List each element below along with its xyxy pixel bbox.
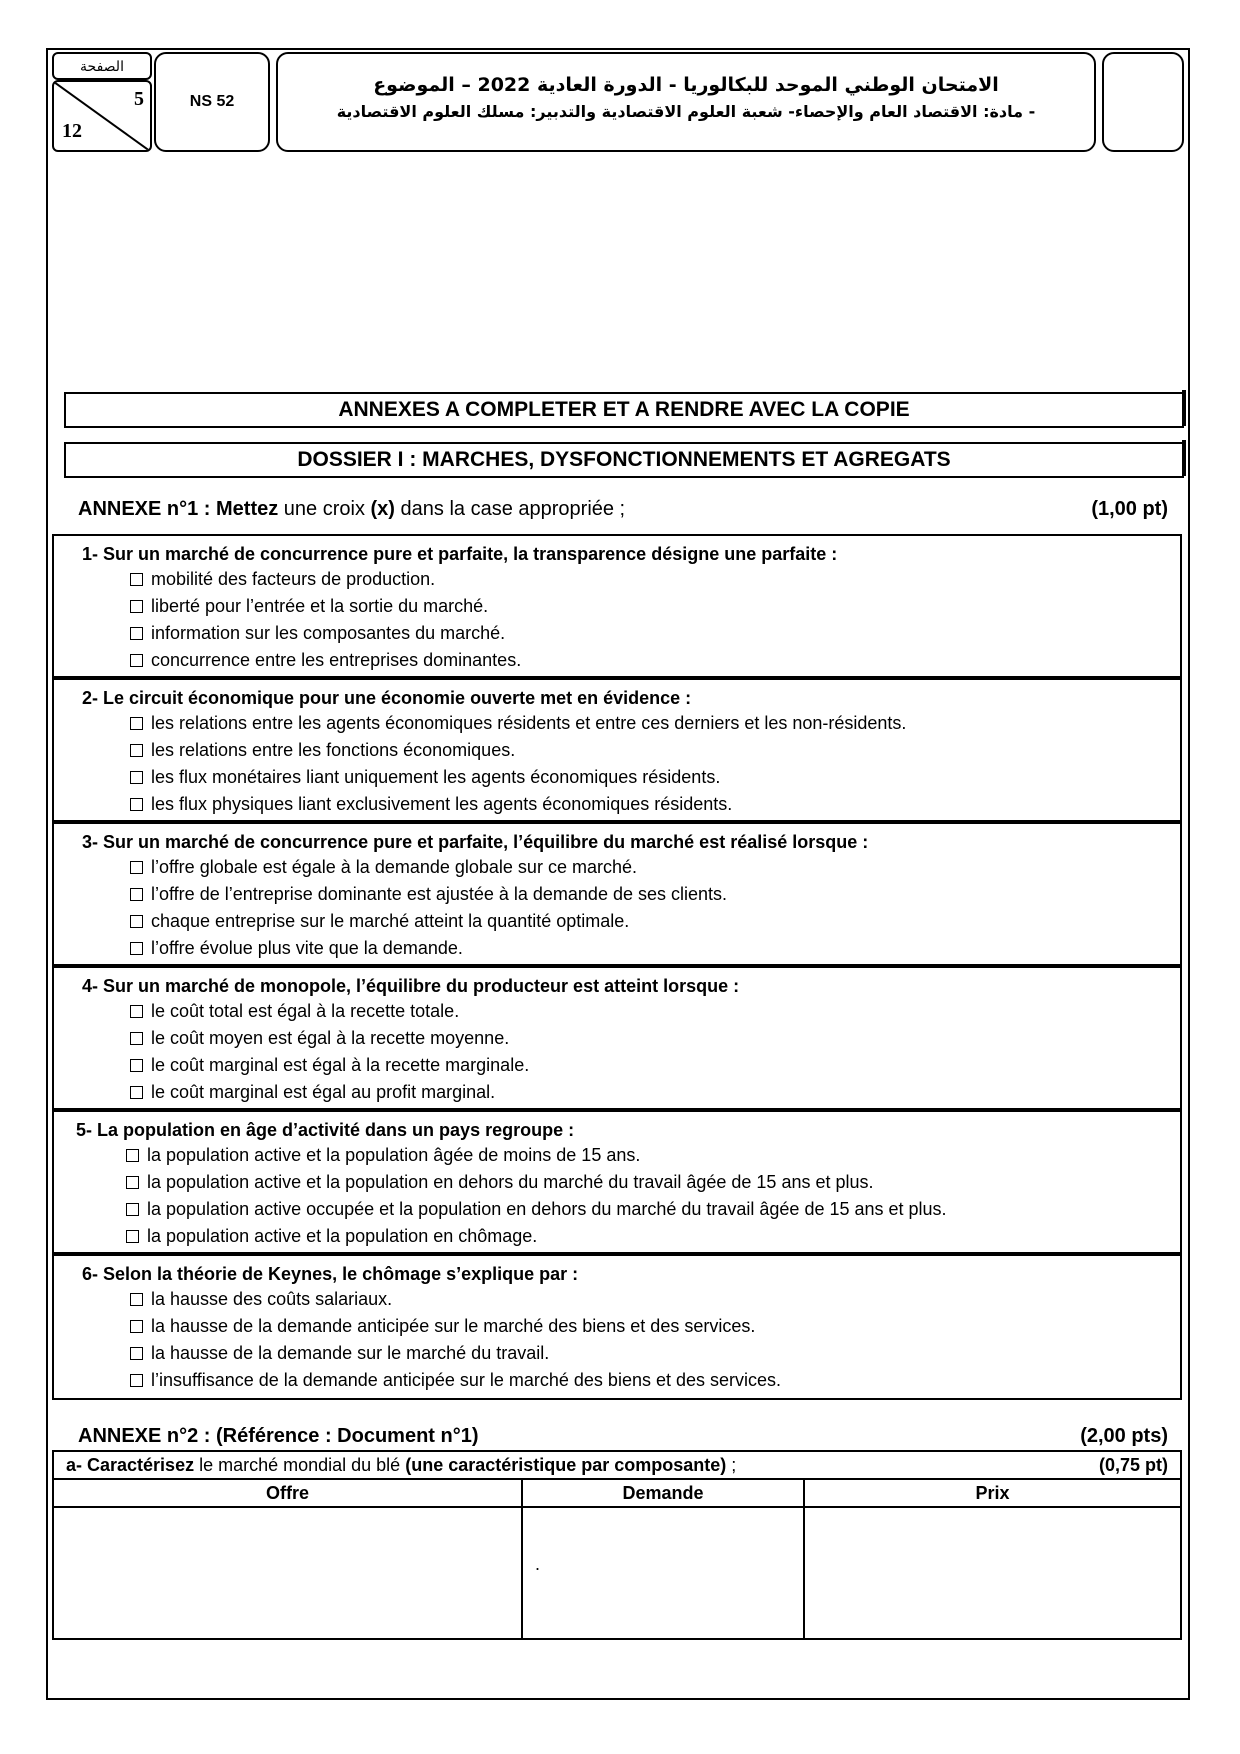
answer-checkbox[interactable] [130, 654, 143, 667]
answer-offre[interactable] [53, 1507, 522, 1639]
answer-option [130, 1370, 781, 1391]
question-box-5 [52, 1110, 1182, 1254]
answer-checkbox[interactable] [130, 717, 143, 730]
answer-checkbox[interactable] [126, 1230, 139, 1243]
page-total: 12 [62, 120, 82, 142]
answer-option [130, 623, 505, 644]
answer-option [130, 596, 488, 617]
option-text: les flux physiques liant exclusivement les agents économiques résidents. [151, 794, 733, 814]
option-text: concurrence entre les entreprises dominantes. [151, 650, 522, 670]
answer-option [130, 713, 906, 734]
option-text: chaque entreprise sur le marché atteint la quantité optimale. [151, 911, 630, 931]
option-text: mobilité des facteurs de production. [151, 569, 436, 589]
answer-option [130, 938, 463, 959]
answer-option [130, 569, 435, 590]
dossier-banner: DOSSIER I : MARCHES, DYSFONCTIONNEMENTS ET AGREGATS [64, 442, 1184, 478]
annexes-banner: ANNEXES A COMPLETER ET A RENDRE AVEC LA COPIE [64, 392, 1184, 428]
answer-checkbox[interactable] [130, 888, 143, 901]
answer-checkbox[interactable] [130, 1320, 143, 1333]
annex2-label: ANNEXE n°2 : (Référence : Document n°1) [78, 1425, 479, 1447]
answer-option [130, 1289, 392, 1310]
option-text: la population active et la population en dehors du marché du travail âgée de 15 ans et plus. [147, 1172, 874, 1192]
option-text: information sur les composantes du marché. [151, 623, 506, 643]
option-text: la population active occupée et la population en dehors du marché du travail âgée de 15 ans et plus. [147, 1199, 947, 1219]
sub-a-bold2: (une caractéristique par composante) [405, 1455, 727, 1475]
option-text: la population active et la population âgée de moins de 15 ans. [147, 1145, 641, 1165]
annex1-heading [78, 498, 1168, 521]
annex1-instr2: dans la case appropriée ; [394, 498, 626, 520]
answer-prix[interactable] [804, 1507, 1181, 1639]
annex1-instr1: une croix [278, 498, 371, 520]
answer-option [130, 1055, 529, 1076]
question-box-3 [52, 822, 1182, 966]
answer-option [126, 1226, 537, 1247]
question-box-2 [52, 678, 1182, 822]
exam-title [276, 52, 1096, 152]
option-text: le coût total est égal à la recette totale. [151, 1001, 460, 1021]
exam-code: NS 52 [189, 93, 235, 110]
annex2-sub-a [66, 1455, 736, 1476]
question-text: 2- Le circuit économique pour une économie ouverte met en évidence : [82, 688, 692, 708]
annex1-label: ANNEXE n°1 : Mettez [78, 498, 279, 520]
answer-checkbox[interactable] [130, 942, 143, 955]
page-current: 5 [134, 88, 144, 110]
answer-checkbox[interactable] [130, 771, 143, 784]
option-text: l’insuffisance de la demande anticipée sur le marché des biens et des services. [151, 1370, 782, 1390]
answer-option [130, 1082, 495, 1103]
col-demande: Demande [522, 1479, 804, 1507]
annex2-points: (2,00 pts) [1080, 1425, 1168, 1447]
sub-a-end: ; [726, 1455, 737, 1475]
question-text: 3- Sur un marché de concurrence pure et parfaite, l’équilibre du marché est réalisé lorsque : [82, 832, 869, 852]
option-text: le coût marginal est égal au profit marginal. [151, 1082, 496, 1102]
exam-title-line1: الامتحان الوطني الموحد للبكالوريا - الدورة العادية 2022 – الموضوع [373, 74, 999, 96]
option-text: l’offre évolue plus vite que la demande. [151, 938, 463, 958]
answer-checkbox[interactable] [126, 1203, 139, 1216]
question-box-6 [52, 1254, 1182, 1400]
option-text: le coût moyen est égal à la recette moyenne. [151, 1028, 510, 1048]
question-box-1 [52, 534, 1182, 678]
answer-demande[interactable] [522, 1507, 804, 1639]
answer-option [130, 884, 727, 905]
answer-checkbox[interactable] [130, 573, 143, 586]
answer-checkbox[interactable] [130, 744, 143, 757]
option-text: le coût marginal est égal à la recette marginale. [151, 1055, 530, 1075]
option-text: la hausse de la demande sur le marché du travail. [151, 1343, 550, 1363]
answer-checkbox[interactable] [130, 1032, 143, 1045]
answer-checkbox[interactable] [130, 1005, 143, 1018]
annex1-points: (1,00 pt) [1091, 498, 1168, 520]
question-box-4 [52, 966, 1182, 1110]
answer-checkbox[interactable] [130, 1293, 143, 1306]
sub-a-text: le marché mondial du blé [194, 1455, 406, 1475]
sub-a-bold1: a- Caractérisez [66, 1455, 195, 1475]
answer-option [130, 650, 521, 671]
answer-option [130, 911, 629, 932]
answer-checkbox[interactable] [130, 861, 143, 874]
exam-title-line2: - مادة: الاقتصاد العام والإحصاء- شعبة العلوم الاقتصادية والتدبير: مسلك العلوم الاقتصادية [336, 102, 1036, 121]
answer-option [130, 1028, 509, 1049]
annex1-instr-x: (x) [370, 498, 395, 520]
question-text: 6- Selon la théorie de Keynes, le chômage s’explique par : [82, 1264, 579, 1284]
answer-option [126, 1199, 947, 1220]
option-text: l’offre de l’entreprise dominante est ajustée à la demande de ses clients. [151, 884, 728, 904]
option-text: la hausse de la demande anticipée sur le marché des biens et des services. [151, 1316, 756, 1336]
question-text: 5- La population en âge d’activité dans un pays regroupe : [76, 1120, 575, 1140]
answer-option [130, 1001, 459, 1022]
col-offre: Offre [53, 1479, 522, 1507]
answer-option [130, 1316, 755, 1337]
answer-checkbox[interactable] [126, 1176, 139, 1189]
annex2-heading [78, 1425, 1168, 1448]
blank-box [1102, 52, 1184, 152]
option-text: les flux monétaires liant uniquement les agents économiques résidents. [151, 767, 721, 787]
question-text: 4- Sur un marché de monopole, l’équilibre du producteur est atteint lorsque : [82, 976, 740, 996]
option-text: les relations entre les fonctions économiques. [151, 740, 516, 760]
answer-option [130, 1343, 549, 1364]
answer-option [130, 857, 637, 878]
answer-option [130, 794, 732, 815]
option-text: la population active et la population en chômage. [147, 1226, 538, 1246]
annex2-table [52, 1478, 1182, 1640]
option-text: liberté pour l’entrée et la sortie du marché. [151, 596, 489, 616]
col-prix: Prix [804, 1479, 1181, 1507]
answer-checkbox[interactable] [130, 798, 143, 811]
answer-checkbox[interactable] [130, 1374, 143, 1387]
answer-option [130, 740, 515, 761]
answer-checkbox[interactable] [130, 1347, 143, 1360]
stray-dot: . [535, 1554, 541, 1574]
option-text: la hausse des coûts salariaux. [151, 1289, 393, 1309]
annex2-sub-a-box [52, 1450, 1182, 1480]
answer-checkbox[interactable] [130, 600, 143, 613]
page-number-box [52, 80, 152, 152]
answer-option [130, 767, 720, 788]
option-text: les relations entre les agents économiques résidents et entre ces derniers et les non-résidents. [151, 713, 907, 733]
answer-checkbox[interactable] [130, 915, 143, 928]
answer-checkbox[interactable] [130, 1086, 143, 1099]
question-text: 1- Sur un marché de concurrence pure et parfaite, la transparence désigne une parfaite : [82, 544, 838, 564]
option-text: l’offre globale est égale à la demande globale sur ce marché. [151, 857, 637, 877]
answer-option [126, 1145, 640, 1166]
answer-checkbox[interactable] [126, 1149, 139, 1162]
answer-checkbox[interactable] [130, 1059, 143, 1072]
sub-a-points: (0,75 pt) [1098, 1455, 1168, 1475]
page-label: الصفحة [52, 52, 152, 80]
answer-checkbox[interactable] [130, 627, 143, 640]
answer-option [126, 1172, 874, 1193]
